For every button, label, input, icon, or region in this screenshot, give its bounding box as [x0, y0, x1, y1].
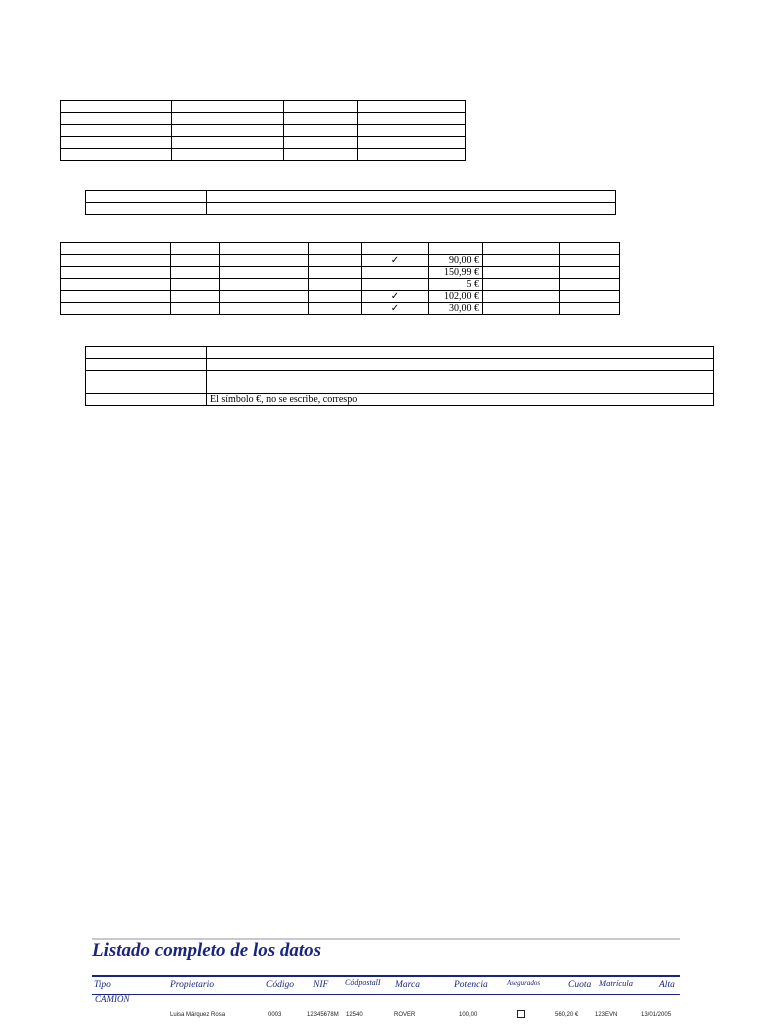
table-cell	[358, 149, 466, 161]
table-cell	[284, 113, 358, 125]
amount-cell: 150,99 €	[429, 267, 483, 279]
table-cell	[61, 291, 171, 303]
table-cell	[171, 243, 220, 255]
table-cell	[483, 279, 560, 291]
table-row	[61, 279, 620, 291]
table-row	[61, 267, 620, 279]
amount-cell: 102,00 €	[429, 291, 483, 303]
table-row	[86, 191, 616, 203]
header-cuota: Cuota	[568, 980, 592, 990]
checkbox-icon	[517, 1010, 525, 1018]
header-matricula: Matrícula	[599, 978, 633, 988]
table-cell	[483, 303, 560, 315]
table-row	[61, 113, 466, 125]
checkmark-cell	[362, 267, 429, 279]
table-row	[61, 125, 466, 137]
table-cell	[483, 267, 560, 279]
table-cell	[284, 149, 358, 161]
divider	[92, 975, 680, 977]
table-cell	[284, 101, 358, 113]
table-cell	[61, 101, 172, 113]
table-cell	[171, 279, 220, 291]
checkmark-cell: ✓	[362, 291, 429, 303]
table-cell	[207, 347, 714, 359]
table-cell	[309, 303, 362, 315]
table-cell	[86, 359, 207, 371]
table-cell	[61, 137, 172, 149]
amount-cell: 30,00 €	[429, 303, 483, 315]
table-cell	[358, 101, 466, 113]
table-cell	[61, 255, 171, 267]
table-row	[86, 359, 714, 371]
header-codigo: Código	[266, 980, 294, 990]
table-cell	[171, 303, 220, 315]
header-nif: NIF	[313, 980, 329, 990]
table-row	[61, 291, 620, 303]
table-cell	[61, 125, 172, 137]
row-codigo: 0003	[268, 1012, 282, 1018]
table-cell	[220, 243, 309, 255]
table-cell	[483, 255, 560, 267]
row-alta: 13/01/2005	[641, 1012, 672, 1018]
header-marca: Marca	[395, 980, 420, 990]
table-row	[61, 149, 466, 161]
row-propietario: Luisa Márquez Rosa	[170, 1012, 226, 1018]
table-cell	[61, 149, 172, 161]
table-cell	[358, 137, 466, 149]
table-row	[61, 255, 620, 267]
table-cell	[207, 191, 616, 203]
header-propietario: Propietario	[170, 980, 214, 990]
checkmark-cell: ✓	[362, 255, 429, 267]
table-row	[86, 394, 714, 406]
row-cuota: 560,20 €	[555, 1012, 579, 1018]
row-matricula: 123EVN	[595, 1012, 618, 1018]
table-cell	[483, 291, 560, 303]
table-cell	[86, 191, 207, 203]
table-cell	[207, 359, 714, 371]
table-cell	[309, 255, 362, 267]
header-cod-postal: CódpostalI	[345, 978, 381, 987]
table-4	[85, 346, 714, 406]
table-cell	[207, 203, 616, 215]
report-preview	[92, 936, 680, 1024]
table-2	[85, 190, 616, 215]
table-cell	[172, 113, 284, 125]
table-cell	[560, 303, 620, 315]
table-3	[60, 242, 620, 315]
table-cell	[61, 243, 171, 255]
table-cell	[220, 255, 309, 267]
table-cell	[172, 149, 284, 161]
row-cod-postal: 12540	[346, 1012, 363, 1018]
table-cell	[560, 279, 620, 291]
note-cell: El símbolo €, no se escribe, correspo	[207, 394, 714, 406]
table-cell	[560, 255, 620, 267]
table-cell	[61, 113, 172, 125]
header-potencia: Potencia	[454, 980, 488, 990]
checkmark-cell	[362, 279, 429, 291]
row-nif: 12345678M	[307, 1012, 339, 1018]
table-cell	[86, 371, 207, 394]
table-cell	[284, 125, 358, 137]
table-cell	[220, 279, 309, 291]
table-row	[61, 243, 620, 255]
table-cell	[172, 101, 284, 113]
table-cell	[309, 279, 362, 291]
header-alta: Alta	[659, 980, 675, 990]
row-potencia: 100,00	[459, 1012, 478, 1018]
table-1	[60, 100, 466, 161]
table-cell	[61, 279, 171, 291]
row-marca: ROVER	[394, 1012, 416, 1018]
group-label: CAMION	[95, 994, 130, 1004]
table-cell	[61, 267, 171, 279]
table-cell	[309, 267, 362, 279]
checkmark-cell	[362, 243, 429, 255]
table-cell	[171, 255, 220, 267]
table-cell	[309, 243, 362, 255]
amount-cell: 5 €	[429, 279, 483, 291]
table-row	[86, 347, 714, 359]
amount-cell	[429, 243, 483, 255]
table-row	[86, 203, 616, 215]
table-cell	[220, 303, 309, 315]
table-row	[61, 101, 466, 113]
table-cell	[86, 347, 207, 359]
divider	[92, 994, 680, 995]
table-cell	[560, 291, 620, 303]
table-cell	[560, 243, 620, 255]
table-cell	[220, 267, 309, 279]
amount-cell: 90,00 €	[429, 255, 483, 267]
checkmark-cell: ✓	[362, 303, 429, 315]
table-row	[61, 137, 466, 149]
table-cell	[207, 371, 714, 394]
table-cell	[284, 137, 358, 149]
report-title: Listado completo de los datos	[92, 940, 322, 961]
header-asegurados: Asegurados	[507, 979, 541, 987]
table-cell	[86, 394, 207, 406]
table-cell	[309, 291, 362, 303]
table-cell	[172, 125, 284, 137]
table-cell	[61, 303, 171, 315]
table-cell	[171, 291, 220, 303]
header-tipo: Tipo	[94, 980, 111, 990]
table-cell	[86, 203, 207, 215]
table-cell	[171, 267, 220, 279]
table-row	[61, 303, 620, 315]
table-cell	[358, 125, 466, 137]
table-row	[86, 371, 714, 394]
table-cell	[358, 113, 466, 125]
table-cell	[483, 243, 560, 255]
table-cell	[220, 291, 309, 303]
table-cell	[560, 267, 620, 279]
table-cell	[172, 137, 284, 149]
